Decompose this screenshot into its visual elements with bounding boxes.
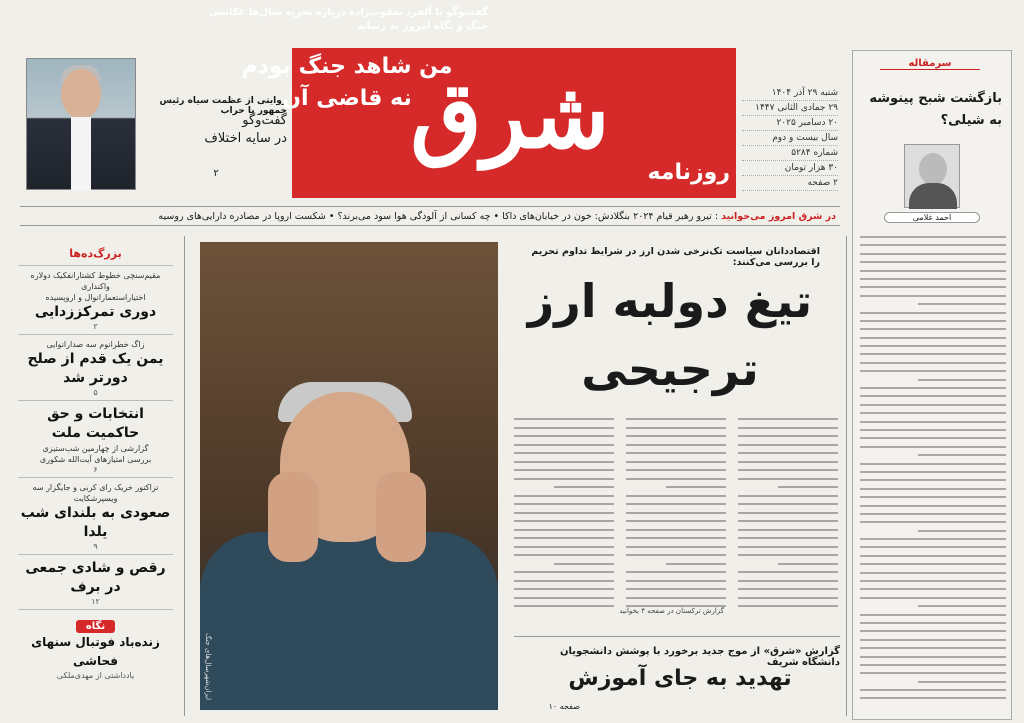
text-line: [514, 427, 614, 429]
text-line: [514, 452, 614, 454]
text-line: [514, 588, 614, 590]
text-column: [738, 418, 838, 614]
text-line: [514, 520, 614, 522]
text-line: [626, 444, 726, 446]
text-line: [514, 571, 614, 573]
date-line: ۲۹ جمادی الثانی ۱۴۴۷: [742, 101, 838, 116]
top-story-kicker: روایتی از عظمت سیاه رئیس جمهور با حراب: [159, 96, 287, 116]
editorial-headline-line: به شیلی؟: [940, 113, 1002, 128]
text-line: [738, 605, 838, 607]
left-item-kicker: مقیم‌سنچی خطوط کشتارانفکیک دولاره واکنداری: [30, 271, 161, 291]
author-name: احمد غلامی: [884, 212, 980, 223]
page-number: صفحه ۱۰: [548, 702, 580, 711]
text-line: [860, 362, 1006, 364]
text-line: [738, 418, 838, 420]
left-item-sub: اختیار‌ا‌ستعمارانوال و اروپسیده: [45, 293, 146, 302]
text-line: [626, 588, 726, 590]
text-line: [514, 512, 614, 514]
text-line: [626, 520, 726, 522]
text-line: [860, 521, 1006, 523]
left-item-author: یادداشتی از مهدی‌ملکی: [56, 671, 135, 680]
text-line: [860, 446, 1006, 448]
text-line: [778, 563, 838, 565]
text-line: [626, 512, 726, 514]
text-line: [860, 622, 1006, 624]
date-line: شنبه ۲۹ آذر ۱۴۰۴: [742, 86, 838, 101]
text-line: [626, 580, 726, 582]
text-line: [738, 597, 838, 599]
text-line: [860, 664, 1006, 666]
text-line: [918, 379, 1006, 381]
text-line: [738, 512, 838, 514]
text-line: [738, 546, 838, 548]
text-line: [860, 370, 1006, 372]
text-line: [860, 463, 1006, 465]
text-line: [738, 461, 838, 463]
interview-headline-line1: من شاهد جنگ بودم: [241, 54, 453, 79]
date-line: شماره ۵۲۸۴: [742, 146, 838, 161]
left-column: [18, 240, 173, 710]
text-line: [860, 597, 1006, 599]
text-column: [626, 418, 726, 614]
text-line: [626, 452, 726, 454]
top-story-headline-line: گفت‌وگو: [242, 113, 287, 128]
editorial-headline[interactable]: [862, 88, 1002, 132]
text-line: [860, 496, 1006, 498]
interview-kicker: گفت‌وگو با آلفرد یعقوب‌زاده درباره تجربه سال‌ها عکاسی جنگ و نگاه امروز به رسانه: [208, 7, 488, 32]
text-line: [860, 505, 1006, 507]
top-story-headline[interactable]: [142, 112, 287, 148]
text-line: [738, 427, 838, 429]
column-divider: [184, 236, 185, 716]
left-item[interactable]: [18, 610, 173, 680]
text-line: [626, 529, 726, 531]
date-line: ۲۰ دسامبر ۲۰۲۵: [742, 116, 838, 131]
photo-credit: ایران‌شهرسال‌های جنگ: [204, 632, 212, 700]
text-line: [514, 478, 614, 480]
text-line: [626, 537, 726, 539]
text-line: [860, 261, 1006, 263]
text-line: [860, 580, 1006, 582]
text-line: [860, 286, 1006, 288]
left-item-page: ۱۲: [91, 597, 100, 606]
second-story-kicker: گزارش «شرق» از موج جدید برخورد با پوشش دانشجویان دانشگاه شریف: [559, 646, 840, 668]
text-line: [666, 486, 726, 488]
text-line: [738, 537, 838, 539]
top-story-headline-line: در سایه اختلاف: [204, 131, 287, 146]
text-line: [918, 454, 1006, 456]
left-item[interactable]: [18, 335, 173, 401]
text-line: [860, 312, 1006, 314]
text-line: [860, 387, 1006, 389]
text-line: [860, 546, 1006, 548]
text-line: [778, 486, 838, 488]
left-item-page: ۶: [93, 465, 98, 474]
page-number: ۲: [213, 168, 219, 179]
left-item-page: ۹: [93, 542, 98, 551]
text-line: [860, 278, 1006, 280]
text-line: [860, 328, 1006, 330]
text-line: [738, 520, 838, 522]
text-line: [554, 563, 614, 565]
text-line: [514, 495, 614, 497]
text-line: [918, 530, 1006, 532]
left-item-headline: دوری تمرکززدایی: [34, 304, 157, 320]
text-line: [860, 320, 1006, 322]
left-column-tag: بزرگ‌ده‌ها: [69, 247, 122, 260]
date-line: ۲ صفحه: [742, 176, 838, 191]
text-line: [514, 554, 614, 556]
text-line: [514, 461, 614, 463]
text-line: [860, 689, 1006, 691]
left-item-headline: رقص و شادی جمعی در برف: [25, 560, 166, 595]
text-line: [860, 588, 1006, 590]
text-line: [626, 597, 726, 599]
text-line: [514, 444, 614, 446]
text-line: [860, 412, 1006, 414]
text-line: [626, 495, 726, 497]
text-line: [626, 571, 726, 573]
text-line: [626, 435, 726, 437]
text-line: [738, 495, 838, 497]
text-line: [738, 529, 838, 531]
text-line: [514, 597, 614, 599]
text-line: [738, 469, 838, 471]
text-line: [514, 469, 614, 471]
text-line: [860, 395, 1006, 397]
left-item-headline: یمن یک قدم از صلح دورتر شد: [27, 351, 164, 386]
column-divider: [846, 236, 847, 716]
newspaper-label: روزنامه: [647, 160, 730, 185]
ticker-bar: [20, 206, 840, 226]
text-line: [626, 478, 726, 480]
main-story-footer: گزارش ترکستان در صفحه ۴ بخوانید: [619, 607, 724, 615]
text-line: [860, 270, 1006, 272]
left-item-sub: بررسی‌ امتیازهای آیت‌الله شکوری: [39, 455, 152, 464]
text-line: [860, 404, 1006, 406]
text-line: [738, 571, 838, 573]
text-line: [860, 421, 1006, 423]
text-line: [738, 478, 838, 480]
main-story-kicker: اقتصاددانان سیاست تک‌نرخی شدن ارز در شرایط تداوم تحریم را بررسی می‌کنند:: [531, 246, 820, 268]
text-line: [860, 697, 1006, 699]
text-line: [626, 554, 726, 556]
text-line: [860, 538, 1006, 540]
left-item[interactable]: [18, 478, 173, 555]
text-line: [860, 253, 1006, 255]
second-story-headline[interactable]: تهدید به جای آموزش: [568, 666, 792, 691]
text-line: [860, 244, 1006, 246]
author-photo: [904, 144, 960, 208]
text-line: [738, 580, 838, 582]
date-line: ۳۰ هزار تومان: [742, 161, 838, 176]
text-line: [860, 555, 1006, 557]
text-line: [860, 236, 1006, 238]
text-line: [554, 486, 614, 488]
text-line: [860, 639, 1006, 641]
text-line: [860, 614, 1006, 616]
text-line: [514, 546, 614, 548]
president-photo: [26, 58, 136, 190]
text-line: [626, 427, 726, 429]
text-line: [860, 656, 1006, 658]
text-line: [738, 503, 838, 505]
ticker-separator: :: [711, 211, 719, 222]
text-line: [738, 554, 838, 556]
text-line: [860, 672, 1006, 674]
text-line: [626, 461, 726, 463]
newspaper-name: شرق: [410, 61, 610, 169]
left-item[interactable]: [18, 555, 173, 610]
left-item-headline: صعودی به بلندای شب یلدا: [20, 505, 171, 540]
left-item-page: ۲: [93, 322, 98, 331]
text-line: [514, 418, 614, 420]
left-item-kicker: تراکتور خریک رای کربی و جایگزار سه ویسپرشکایت: [32, 483, 159, 503]
left-item-kicker: گزارشی از چهارمین شب‌ستیزی: [42, 444, 149, 453]
text-line: [860, 471, 1006, 473]
text-line: [626, 546, 726, 548]
text-line: [860, 630, 1006, 632]
text-line: [738, 435, 838, 437]
opinion-tag: نگاه: [76, 620, 115, 633]
text-line: [514, 537, 614, 539]
text-line: [514, 503, 614, 505]
text-line: [860, 572, 1006, 574]
text-line: [860, 647, 1006, 649]
ticker-items[interactable]: تیرو رهبر قیام ۲۰۲۴ بنگلادش: خون در خیابان‌های داکا • چه کسانی از آلودگی هوا سود می‌برند؟ • شکست اروپا در مصادره دارایی‌های روسیه: [158, 211, 712, 222]
text-line: [514, 580, 614, 582]
text-line: [918, 605, 1006, 607]
interview-headline-line2: نه قاضی آن: [282, 86, 412, 111]
text-line: [918, 681, 1006, 683]
main-story-body: [514, 418, 838, 614]
text-line: [738, 444, 838, 446]
editorial-tag: سرمقاله: [880, 58, 980, 70]
text-line: [860, 345, 1006, 347]
text-line: [666, 563, 726, 565]
left-item-kicker: زاگ خطرانوم سه صدارانوایی: [46, 340, 145, 349]
date-info: [742, 86, 838, 191]
text-column: [514, 418, 614, 614]
text-line: [860, 429, 1006, 431]
text-line: [514, 435, 614, 437]
text-line: [860, 563, 1006, 565]
editorial-body: [860, 236, 1006, 716]
text-line: [514, 529, 614, 531]
text-line: [626, 503, 726, 505]
main-headline-line1[interactable]: تیغ دولبه ارز: [527, 274, 813, 328]
text-line: [860, 513, 1006, 515]
left-item-headline: انتخابات و حق حاکمیت ملت: [47, 406, 144, 441]
text-line: [738, 452, 838, 454]
left-item[interactable]: [18, 401, 173, 478]
text-line: [860, 437, 1006, 439]
main-headline-line2[interactable]: ترجیحی: [581, 342, 759, 396]
ticker-label: در شرق امروز می‌خوانید: [721, 211, 836, 222]
text-line: [860, 479, 1006, 481]
text-line: [860, 295, 1006, 297]
text-line: [860, 337, 1006, 339]
left-item[interactable]: [18, 266, 173, 335]
interview-photo-block[interactable]: [200, 242, 498, 710]
text-line: [626, 418, 726, 420]
left-item-page: ۵: [93, 388, 98, 397]
text-line: [738, 588, 838, 590]
editorial-headline-line: بازگشت شبح پینوشه: [869, 91, 1002, 106]
text-line: [626, 469, 726, 471]
text-line: [860, 353, 1006, 355]
text-line: [860, 488, 1006, 490]
date-line: سال بیست و دوم: [742, 131, 838, 146]
text-line: [918, 303, 1006, 305]
left-item-headline: زنده‌باد فوتبال سنهای فحاشی: [31, 635, 160, 668]
